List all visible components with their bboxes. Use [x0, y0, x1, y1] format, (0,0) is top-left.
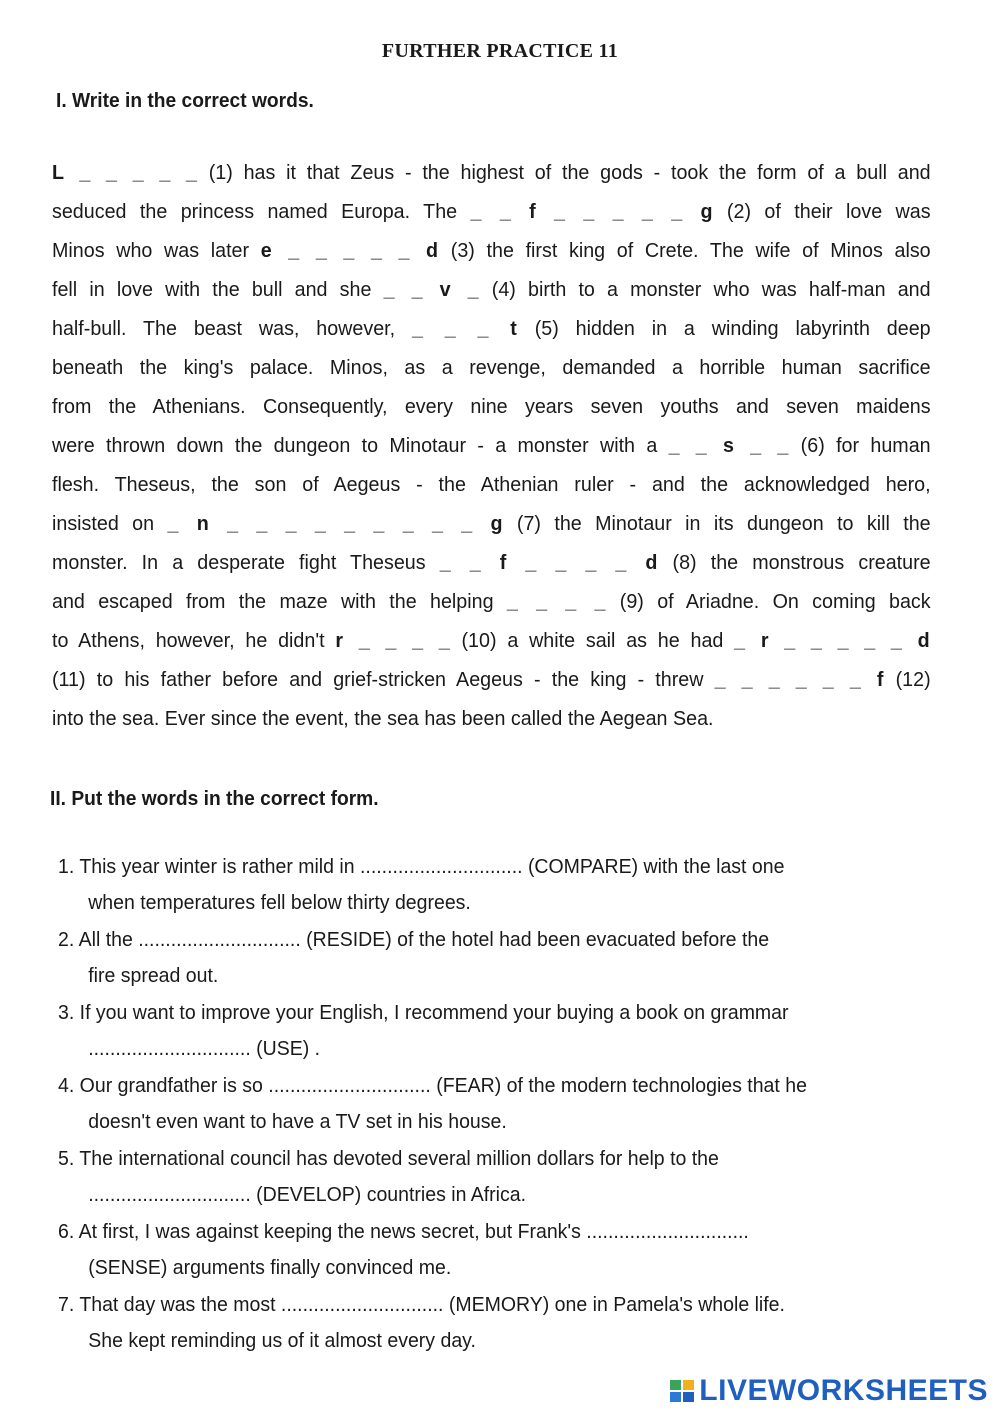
passage-line	[52, 353, 931, 392]
exercise-item	[58, 998, 958, 1069]
passage-text: (7) the Minotaur in its dungeon to kill the	[503, 513, 931, 535]
passage-text: seduced the princess named Europa. The	[52, 201, 471, 223]
passage-line	[52, 548, 931, 587]
exercise-item	[58, 852, 958, 923]
passage-text: insisted on	[52, 513, 168, 535]
section-2-heading: II. Put the words in the correct form.	[50, 788, 379, 810]
exercise-item-line: fire spread out.	[88, 964, 219, 987]
exercise-item-line: 6. At first, I was against keeping the news secret, but Frank's ..............................	[58, 1221, 749, 1243]
answer-blank[interactable]: _ _ _ _ _ _ f	[714, 669, 885, 691]
passage-line	[52, 704, 931, 743]
passage-text: (12)	[884, 669, 931, 691]
passage-line	[52, 470, 931, 509]
section-1-heading: I. Write in the correct words.	[56, 90, 314, 112]
passage-text: (5) hidden in a winding labyrinth deep	[517, 318, 931, 340]
passage-line	[52, 431, 931, 470]
passage-text: half-bull. The beast was, however,	[52, 318, 413, 340]
exercise-item-line: 2. All the .............................. (RESIDE) of the hotel had been evacuated before the	[58, 929, 770, 951]
exercise-item-line: when temperatures fell below thirty degrees.	[88, 891, 471, 914]
passage-line	[52, 626, 931, 665]
exercise-item-line: 5. The international council has devoted several million dollars for help to the	[58, 1148, 719, 1170]
liveworksheets-logo-icon	[669, 1378, 695, 1404]
answer-blank[interactable]: _ n _ _ _ _ _ _ _ _ _ g	[167, 513, 504, 535]
answer-blank[interactable]: e _ _ _ _ _ d	[260, 240, 440, 262]
answer-blank[interactable]: L _ _ _ _ _	[52, 162, 198, 184]
passage-text: into the sea. Ever since the event, the sea has been called the Aegean Sea.	[52, 708, 714, 730]
answer-blank[interactable]: _ _ _ t	[412, 318, 518, 340]
passage-text: (9) of Ariadne. On coming back	[606, 591, 931, 613]
passage-text: (6) for human	[789, 435, 931, 457]
passage-line	[52, 275, 931, 314]
exercise-item	[58, 1144, 958, 1215]
passage-text: (10) a white sail as he had	[450, 630, 735, 652]
passage-line	[52, 509, 931, 548]
exercise-item-line: 1. This year winter is rather mild in .............................. (COMPARE) with the last one	[58, 856, 785, 878]
exercise-item	[58, 1217, 958, 1288]
passage-text: flesh. Theseus, the son of Aegeus - the Athenian ruler - and the acknowledged hero,	[52, 474, 931, 496]
exercise-item	[58, 925, 958, 996]
passage-line	[52, 587, 931, 626]
exercise-item-line: .............................. (USE) .	[88, 1037, 321, 1060]
passage-text: (11) to his father before and grief-stricken Aegeus - the king - threw	[52, 669, 715, 691]
passage-text: Minos who was later	[52, 240, 261, 262]
passage-text: fell in love with the bull and she	[52, 279, 384, 301]
passage-line	[52, 197, 931, 236]
exercise-item-line: She kept reminding us of it almost every day.	[88, 1329, 476, 1352]
passage-text: were thrown down the dungeon to Minotaur - a monster with a	[52, 435, 669, 457]
page-title: FURTHER PRACTICE 11	[381, 40, 619, 62]
passage-line	[52, 392, 931, 431]
passage-text: monster. In a desperate fight Theseus	[52, 552, 440, 574]
passage-text: to Athens, however, he didn't	[52, 630, 336, 652]
exercise-item-line: 3. If you want to improve your English, I recommend your buying a book on grammar	[58, 1002, 789, 1024]
passage-text: (2) of their love was	[713, 201, 931, 223]
passage-line	[52, 665, 931, 704]
passage-text: from the Athenians. Consequently, every nine years seven youths and seven maidens	[52, 396, 931, 418]
answer-blank[interactable]: r _ _ _ _	[335, 630, 451, 652]
answer-blank[interactable]: _ _ _ _	[506, 591, 607, 613]
passage	[52, 158, 944, 743]
exercise-list	[58, 852, 958, 1363]
passage-text: (4) birth to a monster who was half-man and	[479, 279, 931, 301]
passage-text: (3) the first king of Crete. The wife of Minos also	[439, 240, 931, 262]
passage-text: (8) the monstrous creature	[658, 552, 931, 574]
answer-blank[interactable]: _ r _ _ _ _ _ d	[734, 630, 931, 652]
passage-line	[52, 314, 931, 353]
answer-blank[interactable]: _ _ f _ _ _ _ d	[439, 552, 659, 574]
exercise-item-line: (SENSE) arguments finally convinced me.	[88, 1256, 452, 1279]
passage-line	[52, 236, 931, 275]
exercise-item	[58, 1290, 958, 1361]
passage-text: (1) has it that Zeus - the highest of the gods - took the form of a bull and	[197, 162, 931, 184]
brand-text: LIVEWORKSHEETS	[699, 1374, 988, 1407]
exercise-item-line: .............................. (DEVELOP) countries in Africa.	[88, 1183, 527, 1206]
answer-blank[interactable]: _ _ v _	[383, 279, 480, 301]
answer-blank[interactable]: _ _ s _ _	[668, 435, 790, 457]
brand-footer	[669, 1371, 988, 1411]
exercise-item-line: doesn't even want to have a TV set in his house.	[88, 1110, 507, 1133]
exercise-item-line: 4. Our grandfather is so .............................. (FEAR) of the modern technologies that he	[58, 1075, 807, 1097]
exercise-item-line: 7. That day was the most .............................. (MEMORY) one in Pamela's whole life.	[58, 1294, 785, 1316]
passage-text: and escaped from the maze with the helping	[52, 591, 507, 613]
passage-text: beneath the king's palace. Minos, as a revenge, demanded a horrible human sacrifice	[52, 357, 931, 379]
passage-line	[52, 158, 931, 197]
exercise-item	[58, 1071, 958, 1142]
answer-blank[interactable]: _ _ f _ _ _ _ _ g	[470, 201, 714, 223]
